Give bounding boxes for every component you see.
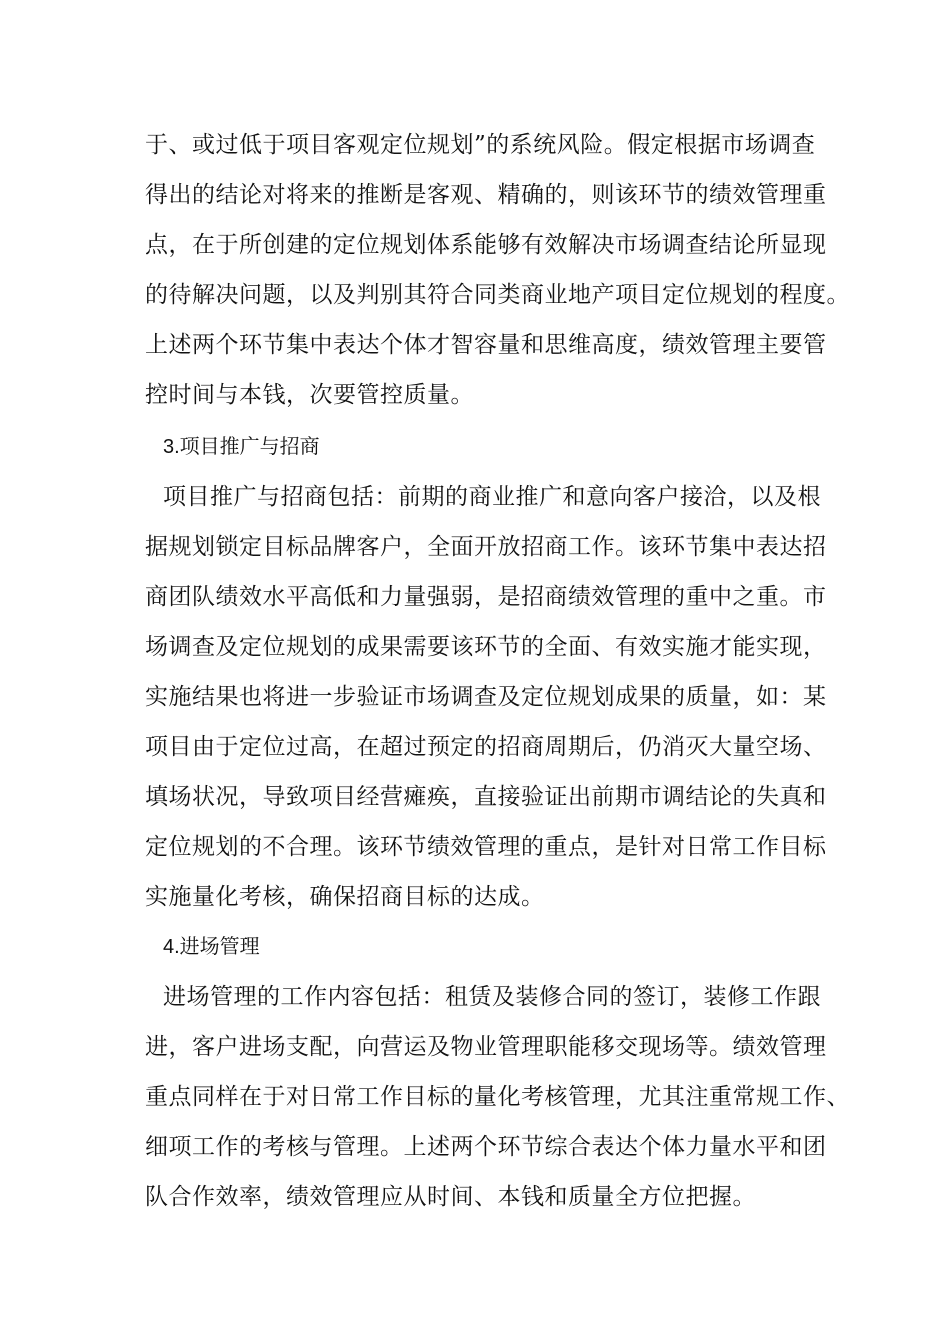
section-heading-4: 4.进场管理	[163, 936, 260, 958]
paragraph-line: 控时间与本钱，次要管控质量。	[145, 382, 474, 408]
paragraph-line: 填场状况，导致项目经营瘫痪，直接验证出前期市调结论的失真和	[145, 784, 827, 810]
paragraph-line: 进场管理的工作内容包括：租赁及装修合同的签订，装修工作跟	[163, 984, 821, 1010]
paragraph-line: 场调查及定位规划的成果需要该环节的全面、有效实施才能实现，	[145, 634, 827, 660]
paragraph-line: 进，客户进场支配，向营运及物业管理职能移交现场等。绩效管理	[145, 1034, 827, 1060]
paragraph-line: 据规划锁定目标品牌客户，全面开放招商工作。该环节集中表达招	[145, 534, 827, 560]
paragraph-line: 项目由于定位过高，在超过预定的招商周期后，仍消灭大量空场、	[145, 734, 827, 760]
paragraph-line: 实施量化考核，确保招商目标的达成。	[145, 884, 545, 910]
paragraph-line: 上述两个环节集中表达个体才智容量和思维高度，绩效管理主要管	[145, 332, 827, 358]
paragraph-line: 细项工作的考核与管理。上述两个环节综合表达个体力量水平和团	[145, 1134, 827, 1160]
paragraph-line: 队合作效率，绩效管理应从时间、本钱和质量全方位把握。	[145, 1184, 756, 1210]
paragraph-line: 实施结果也将进一步验证市场调查及定位规划成果的质量，如：某	[145, 684, 827, 710]
paragraph-line: 点，在于所创建的定位规划体系能够有效解决市场调查结论所显现	[145, 232, 827, 258]
paragraph-line: 重点同样在于对日常工作目标的量化考核管理，尤其注重常规工作、	[145, 1084, 850, 1110]
paragraph-line: 项目推广与招商包括：前期的商业推广和意向客户接洽，以及根	[163, 484, 821, 510]
paragraph-line: 定位规划的不合理。该环节绩效管理的重点，是针对日常工作目标	[145, 834, 827, 860]
paragraph-line: 于、或过低于项目客观定位规划”的系统风险。假定根据市场调查	[145, 132, 816, 158]
paragraph-line: 的待解决问题，以及判别其符合同类商业地产项目定位规划的程度。	[145, 282, 850, 308]
paragraph-line: 商团队绩效水平高低和力量强弱，是招商绩效管理的重中之重。市	[145, 584, 827, 610]
paragraph-line: 得出的结论对将来的推断是客观、精确的，则该环节的绩效管理重	[145, 182, 827, 208]
section-heading-3: 3.项目推广与招商	[163, 436, 320, 458]
